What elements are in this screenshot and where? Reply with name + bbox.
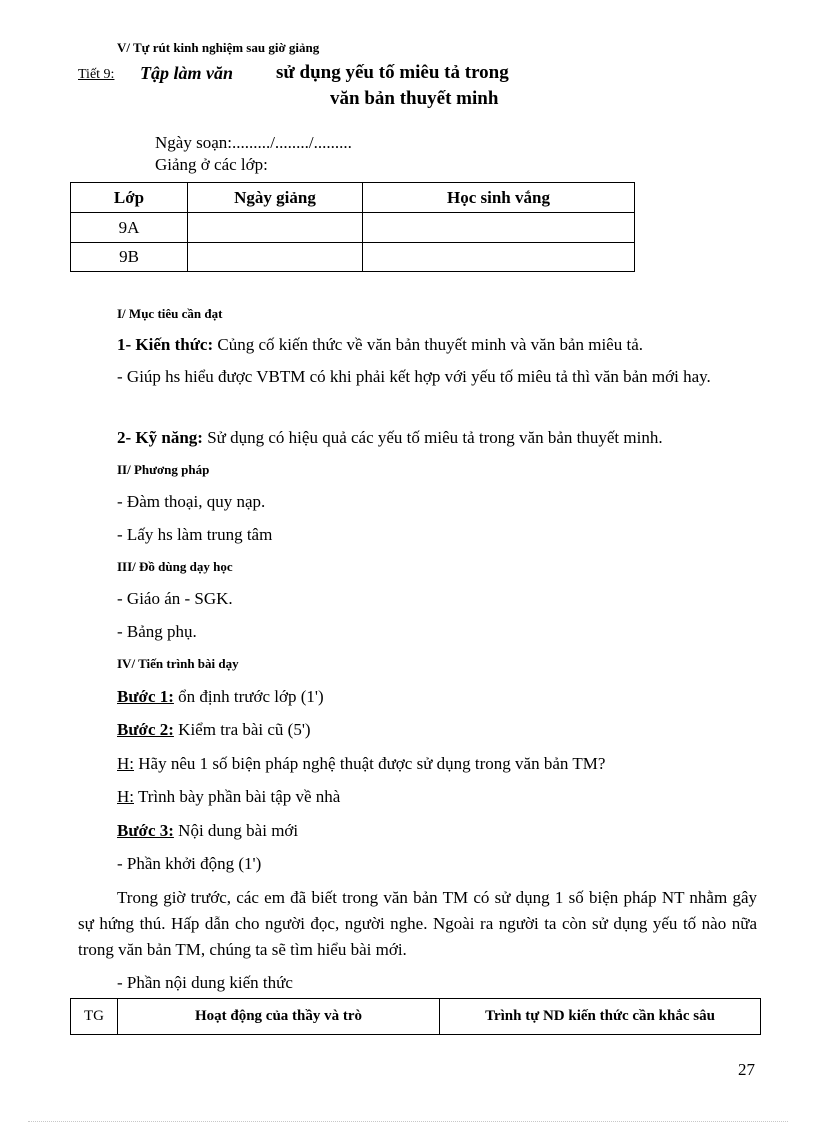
section-v-heading: V/ Tự rút kinh nghiệm sau giờ giảng <box>117 40 320 55</box>
step3-line <box>117 821 298 841</box>
knowledge-part-heading: - Phần nội dung kiến thức <box>117 973 293 992</box>
knowledge-text: Củng cố kiến thức về văn bản thuyết minh và văn bản miêu tả. <box>213 335 643 354</box>
lesson-subject: Tập làm văn <box>140 63 233 83</box>
step3-text: Nội dung bài mới <box>173 821 299 840</box>
method-item-1: - Đàm thoại, quy nạp. <box>117 492 266 511</box>
lesson-title-line1: sử dụng yếu tố miêu tả trong <box>276 62 509 83</box>
step1-line <box>117 687 324 707</box>
activity-header-activities: Hoạt động của thầy và trò <box>118 999 440 1035</box>
lesson-title-line2: văn bản thuyết minh <box>330 88 499 109</box>
skill-line <box>117 428 663 448</box>
step2-line <box>117 720 311 740</box>
schedule-cell-date <box>188 213 363 243</box>
table-row <box>71 243 635 272</box>
step1-label: Bước 1: <box>117 687 174 706</box>
lesson-label: Tiết 9: <box>78 67 115 82</box>
schedule-cell-date <box>188 243 363 272</box>
page-bottom-divider <box>28 1121 788 1122</box>
tools-item-2: - Bảng phụ. <box>117 622 197 641</box>
step3-label: Bước 3: <box>117 821 174 840</box>
intro-paragraph: Trong giờ trước, các em đã biết trong văn bản TM có sử dụng 1 số biện pháp NT nhằm gây sự hứng thú. Hấp dẫn cho người đọc, người nghe. Ngoài ra người ta còn sử dụng yếu tố nào nữa trong văn bản TM, chúng ta sẽ tìm hiểu bài mới. <box>78 888 757 959</box>
schedule-cell-class: 9A <box>71 213 188 243</box>
table-row <box>71 213 635 243</box>
schedule-cell-absent <box>363 213 635 243</box>
skill-label: 2- Kỹ năng: <box>117 428 203 447</box>
prep-date: Ngày soạn:........./......../......... <box>155 133 352 152</box>
page-number: 27 <box>738 1060 755 1079</box>
step1-text: ổn định trước lớp (1') <box>173 687 324 706</box>
prep-classes: Giảng ở các lớp: <box>155 155 268 174</box>
knowledge-detail: - Giúp hs hiểu được VBTM có khi phải kết hợp với yếu tố miêu tả thì văn bản mới hay. <box>117 367 711 386</box>
question-2-label: H: <box>117 787 134 806</box>
schedule-header-class: Lớp <box>71 183 188 213</box>
activity-table <box>70 998 761 1035</box>
knowledge-label: 1- Kiến thức: <box>117 335 214 354</box>
schedule-cell-absent <box>363 243 635 272</box>
schedule-cell-class: 9B <box>71 243 188 272</box>
method-heading: II/ Phương pháp <box>117 462 210 477</box>
question-1 <box>117 754 605 774</box>
method-item-2: - Lấy hs làm trung tâm <box>117 525 273 544</box>
activity-header-knowledge: Trình tự ND kiến thức cần khắc sâu <box>440 999 761 1035</box>
process-heading: IV/ Tiến trình bài dạy <box>117 656 239 671</box>
knowledge-line <box>117 335 643 355</box>
step2-text: Kiểm tra bài cũ (5') <box>173 720 311 739</box>
skill-text: Sử dụng có hiệu quả các yếu tố miêu tả trong văn bản thuyết minh. <box>202 428 663 447</box>
intro-heading: - Phần khởi động (1') <box>117 854 262 873</box>
goals-heading: I/ Mục tiêu cần đạt <box>117 306 223 321</box>
question-1-text: Hãy nêu 1 số biện pháp nghệ thuật được sử dụng trong văn bản TM? <box>134 754 606 773</box>
step2-label: Bước 2: <box>117 720 174 739</box>
question-2 <box>117 787 340 807</box>
tools-heading: III/ Đồ dùng dạy học <box>117 559 233 574</box>
schedule-header-absent: Học sinh vắng <box>363 183 635 213</box>
question-2-text: Trình bày phần bài tập về nhà <box>134 787 341 806</box>
tools-item-1: - Giáo án - SGK. <box>117 589 233 608</box>
schedule-header-date: Ngày giảng <box>188 183 363 213</box>
question-1-label: H: <box>117 754 134 773</box>
activity-header-time: TG <box>71 999 118 1035</box>
schedule-table <box>70 182 635 272</box>
